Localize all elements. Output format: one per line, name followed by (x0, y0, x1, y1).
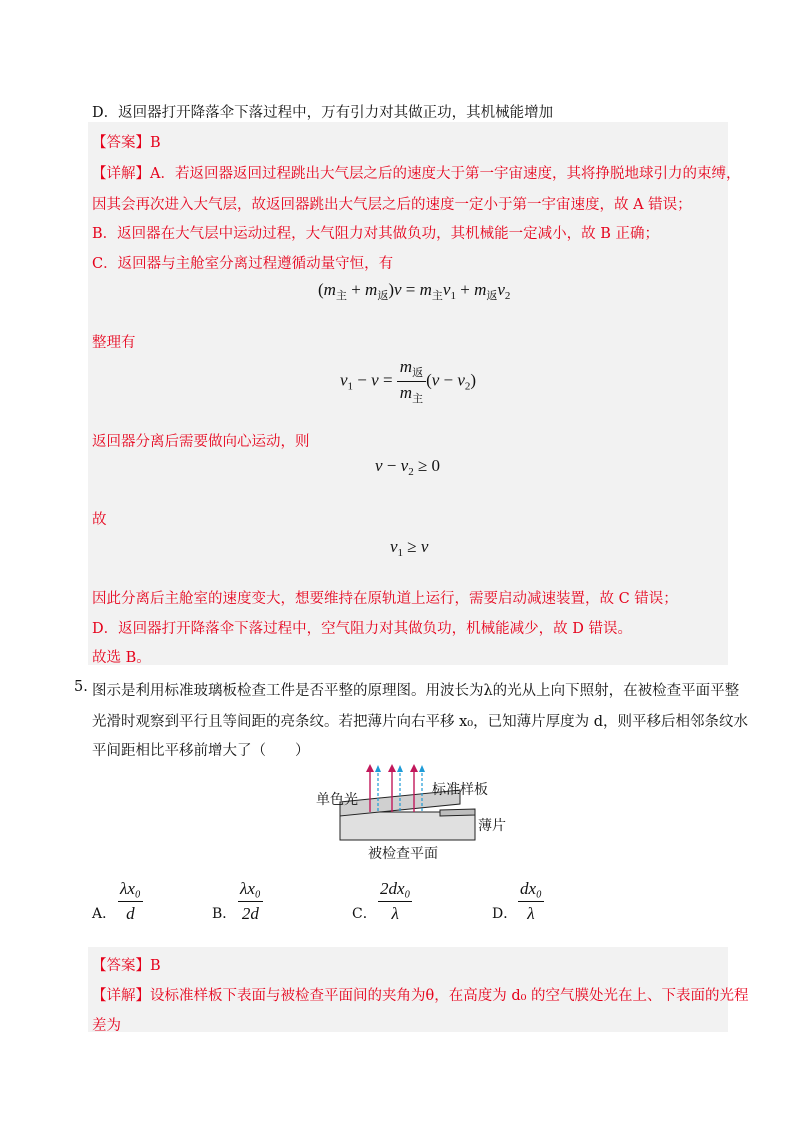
detail-line-c: C．返回器与主舱室分离过程遵循动量守恒，有 (92, 256, 394, 272)
label-monochrome-light: 单色光 (316, 792, 358, 808)
option-b-fraction: $\frac{\text{λx₀}}{2d}$ (240, 879, 261, 923)
answer-tag: 【答案】 (92, 958, 150, 974)
option-c-fraction: $\frac{\text{2dx₀}}{\lambda}$ (380, 879, 411, 923)
therefore-text: 故 (92, 512, 107, 528)
equation-momentum: $(m_主 + m_返)v = m_主v_1 + m_返v_2$ (318, 280, 511, 302)
ray-head-5 (410, 764, 418, 772)
option-c-letter: C． (352, 906, 377, 922)
option-a-letter: A． (92, 906, 117, 922)
detail-line-q5-2: 差为 (92, 1018, 121, 1034)
conclusion-text: 因此分离后主舱室的速度变大，想要维持在原轨道上运行，需要启动减速装置，故 C 错误； (92, 591, 678, 607)
ray-head-3 (388, 764, 396, 772)
option-d-fraction: $\frac{\text{dx₀}}{\lambda}$ (520, 879, 542, 923)
detail-line-a1 (92, 162, 740, 183)
question-stem-line2: 光滑时观察到平行且等间距的亮条纹。若把薄片向右平移 x₀，已知薄片厚度为 d，则平移后相邻条纹水 (92, 714, 748, 730)
question-stem-line1: 图示是利用标准玻璃板检查工件是否平整的原理图。用波长为λ的光从上向下照射，在被检查平面平整 (92, 683, 740, 699)
answer-tag: 【答案】 (92, 135, 150, 151)
question-stem-line3: 平间距相比平移前增大了（ ） (92, 743, 310, 759)
label-inspected-surface: 被检查平面 (368, 846, 438, 862)
label-thin-sheet: 薄片 (478, 818, 506, 834)
equation-v1-ge-v: $v_1 \ge v$ (390, 537, 429, 559)
detail-line-q5-1 (92, 984, 749, 1005)
ray-head-6 (419, 765, 425, 772)
option-a-fraction: $\frac{\text{λx₀}}{d}$ (120, 879, 141, 923)
ray-head-1 (366, 764, 374, 772)
inspected-block (340, 812, 475, 840)
option-b-letter: B． (212, 906, 237, 922)
detail-tag: 【详解】 (92, 988, 150, 1004)
answer-value: B (150, 135, 161, 151)
detail-a-text: A．若返回器返回过程跳出大气层之后的速度大于第一宇宙速度，其将挣脱地球引力的束缚， (150, 166, 741, 182)
label-standard-plate: 标准样板 (432, 782, 488, 798)
ray-head-2 (375, 765, 381, 772)
answer-line-q5 (92, 954, 161, 975)
answer-line-q4 (92, 131, 161, 152)
option-d-previous: D．返回器打开降落伞下落过程中，万有引力对其做正功，其机械能增加 (92, 105, 554, 121)
detail-line-d: D．返回器打开降落伞下落过程中，空气阻力对其做负功，机械能减少，故 D 错误。 (92, 621, 632, 637)
answer-value: B (150, 958, 161, 974)
centripetal-text: 返回器分离后需要做向心运动，则 (92, 434, 310, 450)
detail-line-b: B．返回器在大气层中运动过程，大气阻力对其做负功，其机械能一定减小，故 B 正确； (92, 226, 660, 242)
detail-tag: 【详解】 (92, 166, 150, 182)
choose-text: 故选 B。 (92, 650, 151, 666)
question-number: 5. (74, 679, 88, 695)
ray-head-4 (397, 765, 403, 772)
equation-rearranged: $v_1 - v$ = $\frac{m_返}{m_主}$ $(v - v_2)$ (340, 357, 477, 405)
arrange-text: 整理有 (92, 335, 136, 351)
detail-line-a2: 因其会再次进入大气层，故返回器跳出大气层之后的速度一定小于第一宇宙速度，故 A 错误； (92, 197, 692, 213)
thin-sheet (440, 809, 475, 816)
option-d-letter: D． (492, 906, 518, 922)
detail-text: 设标准样板下表面与被检查平面间的夹角为θ，在高度为 d₀ 的空气膜处光在上、下表面的光程 (150, 988, 749, 1004)
equation-inequality: $v - v_2 \ge 0$ (375, 456, 441, 478)
